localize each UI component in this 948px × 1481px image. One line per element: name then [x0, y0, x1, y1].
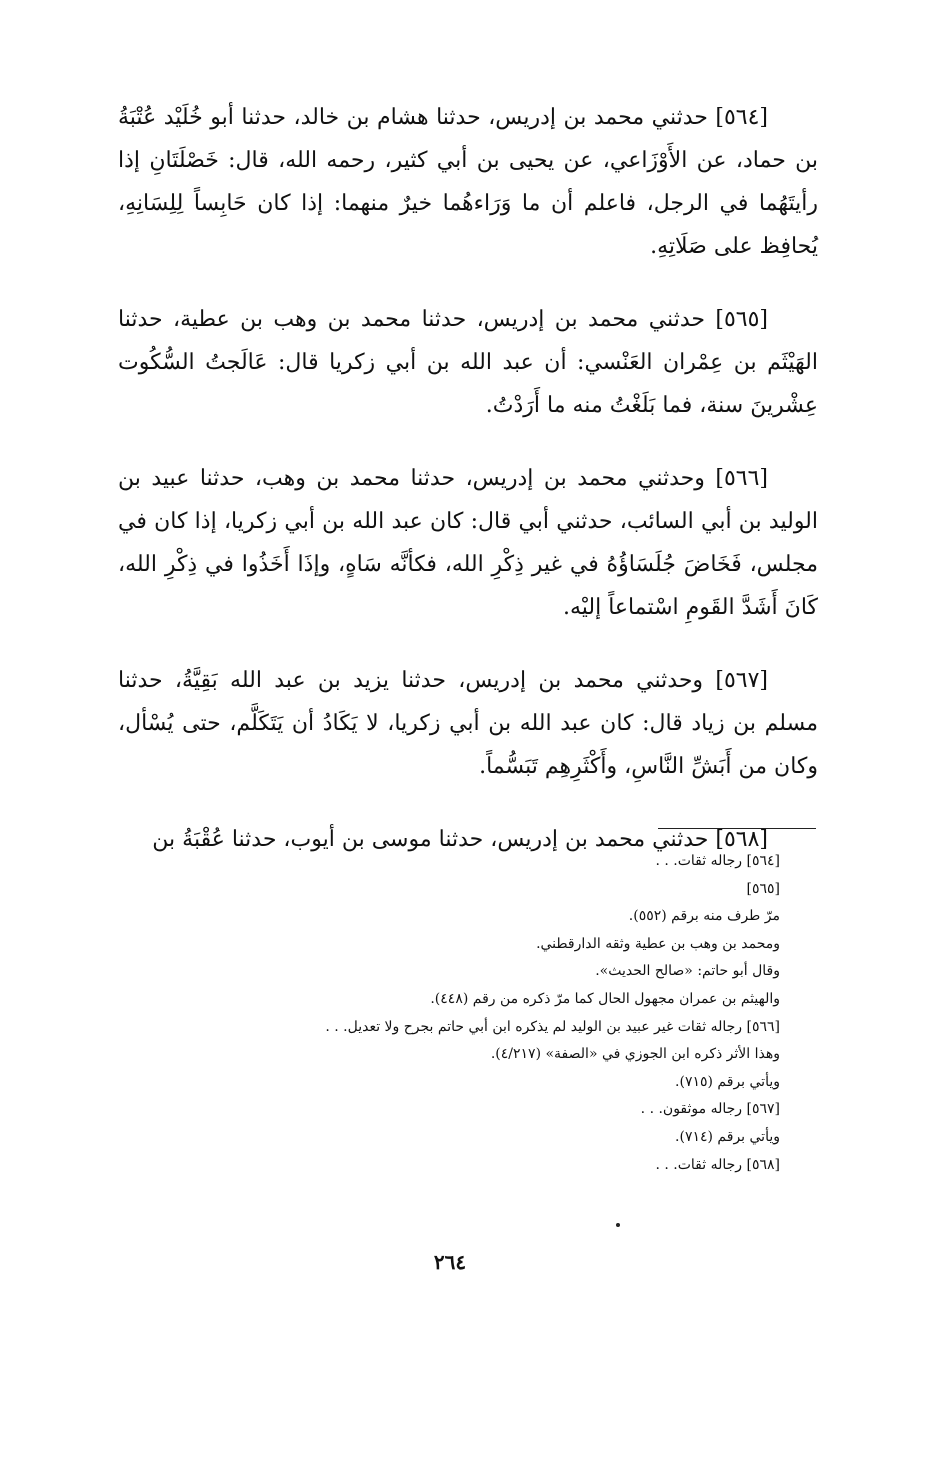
- footnote-divider: [658, 828, 816, 829]
- footnote-line: وهذا الأثر ذكره ابن الجوزي في «الصفة» (٤/٢١٧).: [490, 1046, 780, 1063]
- footnote-line: [٥٦٨] رجاله ثقات. . .: [655, 1156, 780, 1173]
- footnote-line: ويأتي برقم (٧١٤).: [675, 1128, 780, 1145]
- page-number: ٢٦٤: [433, 1250, 467, 1274]
- paragraph-567: [٥٦٧] وحدثني محمد بن إدريس، حدثنا يزيد بن عبد الله بَقِيَّةُ، حدثنا مسلم بن زياد قال: كان عبد الله بن أبي زكريا، لا يَكَادُ أن يَتَكَلَّم، حتى يُسْأل، وكان من أَبَشِّ النَّاسِ، وأَكْثَرِهِم تَبَسُّماً.: [118, 668, 818, 779]
- footnote-line: [٥٦٦] رجاله ثقات غير عبيد بن الوليد لم يذكره ابن أبي حاتم بجرح ولا تعديل. . .: [325, 1018, 780, 1035]
- scan-dot-mark: [616, 1223, 620, 1227]
- main-text: [118, 96, 818, 891]
- footnotes: [290, 848, 780, 1179]
- footnote-line: [٥٦٤] رجاله ثقات. . .: [655, 853, 780, 869]
- paragraph-566: [٥٦٦] وحدثني محمد بن إدريس، حدثنا محمد بن وهب، حدثنا عبيد بن الوليد بن أبي السائب، حدثني أبي قال: كان عبد الله بن أبي زكريا، إذا كان في مجلس، فَخَاضَ جُلَسَاؤُهُ في غير ذِكْرِ الله، فكأنَّه سَاهٍ، وإذَا أَخَذُوا في ذِكْرِ الله، كَانَ أَشَدَّ القَومِ اسْتماعاً إليْه.: [118, 466, 818, 620]
- paragraph-564: [٥٦٤] حدثني محمد بن إدريس، حدثنا هشام بن خالد، حدثنا أبو خُلَيْد عُتْبَةُ بن حماد، عن الأَوْزَاعي، عن يحيى بن أبي كثير، رحمه الله، قال: خَصْلَتَانِ إذا رأيتَهُما في الرجل، فاعلم أن ما وَرَاءهُما خيرٌ منهما: إذا كان حَابِساً لِلِسَانِهِ، يُحافِظ على صَلَاتِهِ.: [118, 105, 818, 259]
- footnote-line: مرّ طرف منه برقم (٥٥٢).: [628, 908, 780, 925]
- footnote-line: وقال أبو حاتم: «صالح الحديث».: [595, 963, 780, 980]
- footnote-line: والهيثم بن عمران مجهول الحال كما مرّ ذكره من رقم (٤٤٨).: [430, 990, 780, 1007]
- footnote-line: [٥٦٥]: [746, 880, 780, 897]
- footnote-line: ويأتي برقم (٧١٥).: [675, 1073, 780, 1090]
- footnote-line: ومحمد بن وهب بن عطية وثقه الدارقطني.: [536, 935, 780, 952]
- paragraph-565: [٥٦٥] حدثني محمد بن إدريس، حدثنا محمد بن وهب بن عطية، حدثنا الهَيْثَم بن عِمْران العَنْسي: أن عبد الله بن أبي زكريا قال: عَالَجتُ السُّكُوت عِشْرينَ سنة، فما بَلَغْتُ منه ما أَرَدْتُ.: [118, 307, 818, 418]
- paragraph-568: [٥٦٨] حدثني محمد بن إدريس، حدثنا موسى بن أيوب، حدثنا عُقْبَةُ بن: [152, 827, 768, 852]
- footnote-line: [٥٦٧] رجاله موثقون. . .: [640, 1101, 780, 1118]
